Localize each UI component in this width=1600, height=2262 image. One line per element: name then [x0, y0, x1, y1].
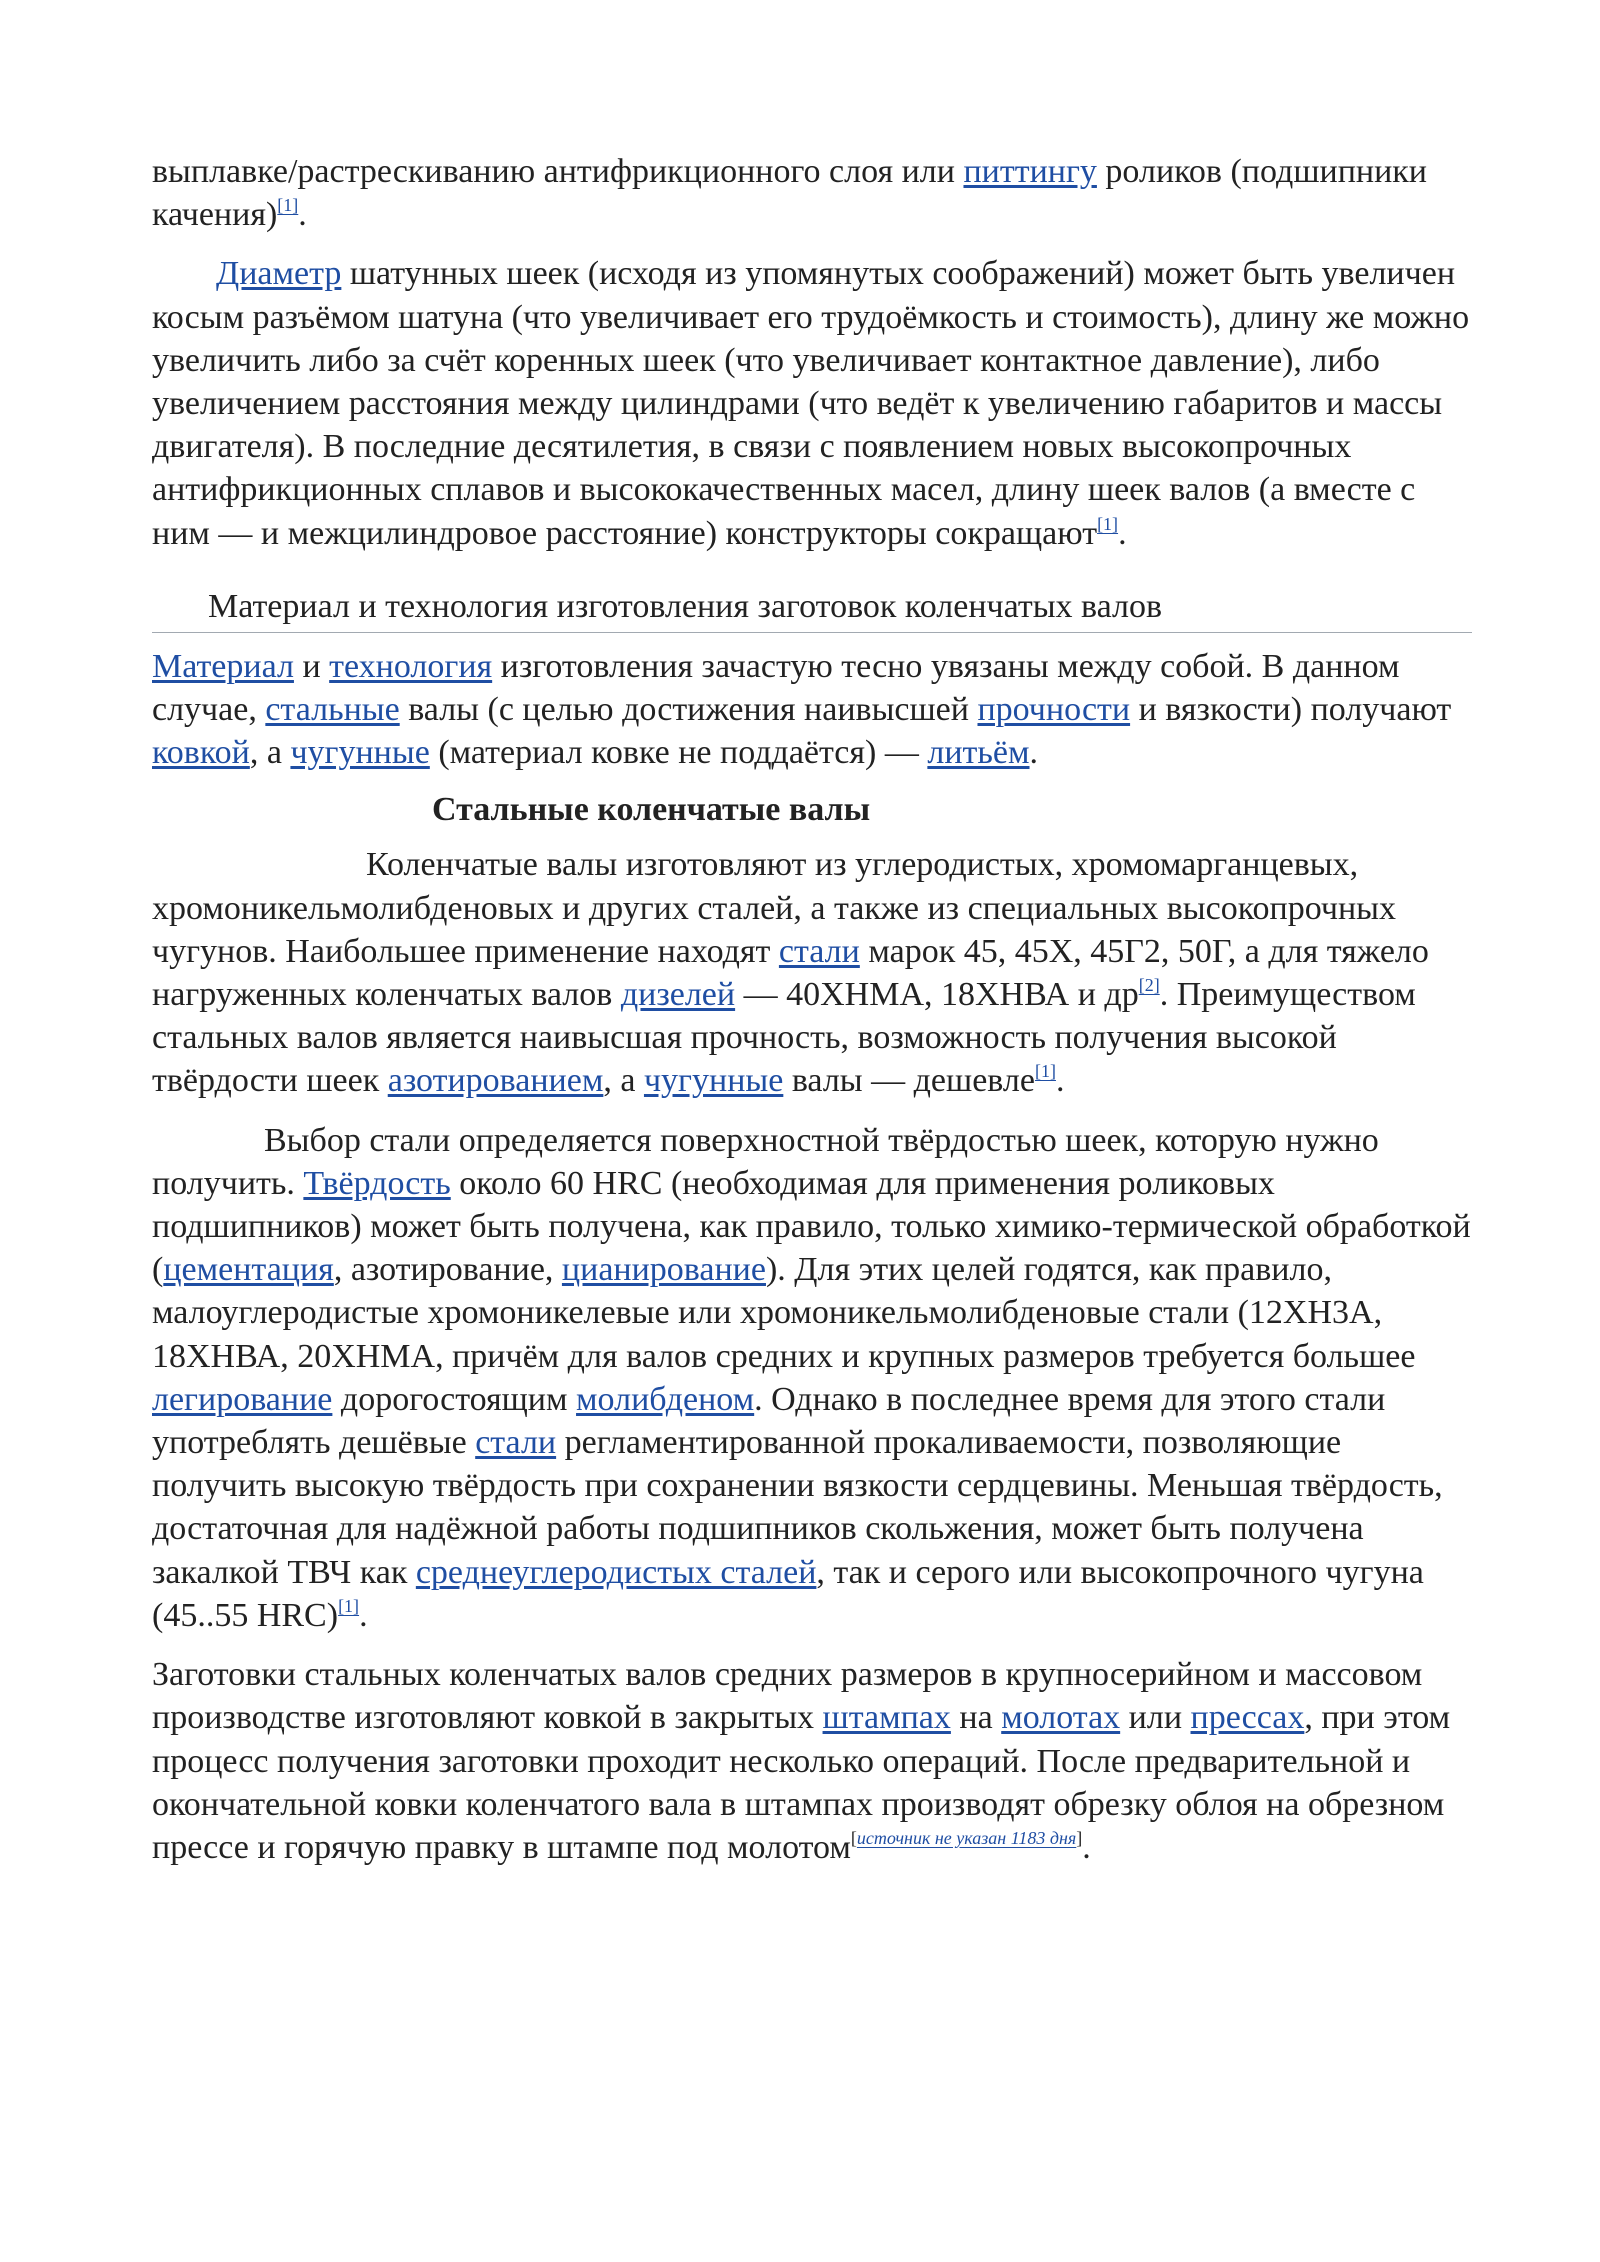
- text: , а: [603, 1062, 644, 1100]
- link-cyaniding[interactable]: цианирование: [561, 1251, 766, 1289]
- text: , азотирование,: [333, 1251, 562, 1289]
- text: .: [359, 1596, 368, 1634]
- text: .: [1082, 1828, 1091, 1866]
- paragraph-forging-process: [152, 1653, 1472, 1869]
- paragraph-material: [152, 645, 1472, 775]
- link-steel[interactable]: стальные: [265, 691, 400, 729]
- text: дорогостоящим: [332, 1380, 577, 1418]
- text: выплавке/растрескиванию антифрикционного слоя или: [152, 153, 964, 190]
- link-alloying[interactable]: легирование: [152, 1380, 333, 1418]
- text: , а: [249, 734, 291, 772]
- link-molybdenum[interactable]: молибденом: [576, 1380, 755, 1418]
- reference-link[interactable]: [2]: [1138, 975, 1160, 996]
- text: на: [950, 1699, 1002, 1737]
- text: изготовления зачастую тесно увязаны между собой. В данном случае,: [152, 647, 1400, 729]
- text: (материал ковке не поддаётся) —: [429, 734, 928, 772]
- text: .: [1029, 734, 1038, 772]
- reference-1[interactable]: [1097, 514, 1118, 534]
- text: ). Для этих целей годятся, как правило, малоуглеродистые хромоникелевые или хромоникельмолибденовые стали (12ХН3А, 18ХНВА, 20ХНМА, причём для валов средних и крупных размеров требуется большее: [152, 1251, 1416, 1375]
- paragraph-bearings: [152, 150, 1472, 236]
- text: марок 45, 45Х, 45Г2, 50Г, а для тяжело нагруженных коленчатых валов: [152, 932, 1429, 1014]
- link-steels[interactable]: стали: [475, 1424, 557, 1462]
- reference-2[interactable]: [1139, 975, 1160, 995]
- link-technology[interactable]: технология: [329, 647, 493, 685]
- text: шатунных шеек (исходя из упомянутых соображений) может быть увеличен косым разъёмом шатуна (что увеличивает его трудоёмкость и стоимость), длину же можно увеличить либо за счёт коренных шеек (что увеличивает контактное давление), либо увеличением расстояния между цилиндрами (что ведёт к увеличению габаритов и массы двигателя). В последние десятилетия, в связи с появлением новых высокопрочных антифрикционных сплавов и высококачественных масел, длину шеек валов (а вместе с ним — и межцилиндровое расстояние) конструкторы сокращают: [152, 255, 1470, 552]
- reference-link[interactable]: [1]: [277, 195, 299, 216]
- paragraph-diameter: [152, 252, 1472, 554]
- reference-1[interactable]: [338, 1596, 359, 1616]
- link-nitriding[interactable]: азотированием: [387, 1062, 604, 1100]
- reference-1[interactable]: [277, 195, 298, 215]
- text: Заготовки стальных коленчатых валов средних размеров в крупносерийном и массовом производстве изготовляют ковкой в закрытых: [152, 1656, 1423, 1737]
- link-carburizing[interactable]: цементация: [163, 1251, 334, 1289]
- reference-link[interactable]: [1]: [338, 1595, 360, 1616]
- link-casting[interactable]: литьём: [927, 734, 1030, 772]
- text: , при этом процесс получения заготовки проходит несколько операций. После предварительной и окончательной ковки коленчатого вала в штампах производят обрезку облоя на обрезном прессе и горячую правку в штампе под молотом: [152, 1699, 1451, 1866]
- bracket: [: [850, 1827, 857, 1848]
- text: .: [1118, 514, 1127, 552]
- text: .: [298, 196, 307, 234]
- paragraph-steel-grades: [152, 843, 1472, 1102]
- link-cast-iron[interactable]: чугунные: [290, 734, 430, 772]
- text: валы — дешевле: [783, 1062, 1035, 1100]
- text: роликов (подшипники качения): [152, 153, 1427, 234]
- text: Коленчатые валы изготовляют из углеродистых, хромомарганцевых, хромоникельмолибденовых и других сталей, а также из специальных высокопрочных чугунов. Наибольшее применение находят: [152, 846, 1396, 970]
- link-material[interactable]: Материал: [152, 647, 294, 685]
- link-forging[interactable]: ковкой: [152, 734, 250, 772]
- text: около 60 HRC (необходимая для применения роликовых подшипников) может быть получена, как правило, только химико-термической обработкой (: [152, 1164, 1471, 1289]
- link-dies[interactable]: штампах: [822, 1699, 951, 1737]
- link-diesels[interactable]: дизелей: [620, 976, 736, 1014]
- reference-link[interactable]: [1]: [1097, 513, 1119, 534]
- text: . Однако в последнее время для этого стали употреблять дешёвые: [152, 1380, 1386, 1462]
- link-hardness[interactable]: Твёрдость: [303, 1164, 451, 1202]
- text: , так и серого или высокопрочного чугуна (45..55 HRC): [152, 1553, 1424, 1634]
- link-strength[interactable]: прочности: [977, 691, 1131, 729]
- link-medium-carbon-steels[interactable]: среднеуглеродистых сталей: [415, 1553, 817, 1591]
- paragraph-hardness: [152, 1119, 1472, 1637]
- bracket: ]: [1076, 1827, 1083, 1848]
- text: валы (с целью достижения наивысшей: [399, 691, 978, 729]
- link-pitting[interactable]: питтингу: [963, 153, 1097, 190]
- reference-link[interactable]: [1]: [1034, 1061, 1056, 1082]
- reference-1[interactable]: [1035, 1061, 1056, 1081]
- text: . Преимуществом стальных валов является наивысшая прочность, возможность получения высокой твёрдости шеек: [152, 976, 1416, 1100]
- text: регламентированной прокаливаемости, позволяющие получить высокую твёрдость при сохранении вязкости сердцевины. Меньшая твёрдость, достаточная для надёжной работы подшипников скольжения, может быть получена закалкой ТВЧ как: [152, 1424, 1443, 1591]
- text: и: [293, 647, 330, 685]
- link-cast-iron[interactable]: чугунные: [643, 1062, 784, 1100]
- link-diameter[interactable]: Диаметр: [216, 255, 342, 293]
- section-heading-steel-crankshafts: Стальные коленчатые валы: [432, 791, 871, 829]
- citation-needed-link[interactable]: источник не указан 1183 дня: [856, 1827, 1077, 1848]
- text: или: [1120, 1699, 1191, 1737]
- text: .: [1055, 1062, 1065, 1100]
- text: — 40ХНМА, 18ХНВА и др: [735, 976, 1139, 1014]
- link-steels[interactable]: стали: [778, 932, 860, 970]
- citation-needed: [851, 1828, 1082, 1848]
- section-heading-material: Материал и технология изготовления заготовок коленчатых валов: [152, 585, 1472, 633]
- link-presses[interactable]: прессах: [1190, 1699, 1305, 1737]
- text: Выбор стали определяется поверхностной твёрдостью шеек, которую нужно получить.: [152, 1121, 1379, 1202]
- text: и вязкости) получают: [1130, 691, 1452, 729]
- link-hammers[interactable]: молотах: [1001, 1699, 1121, 1737]
